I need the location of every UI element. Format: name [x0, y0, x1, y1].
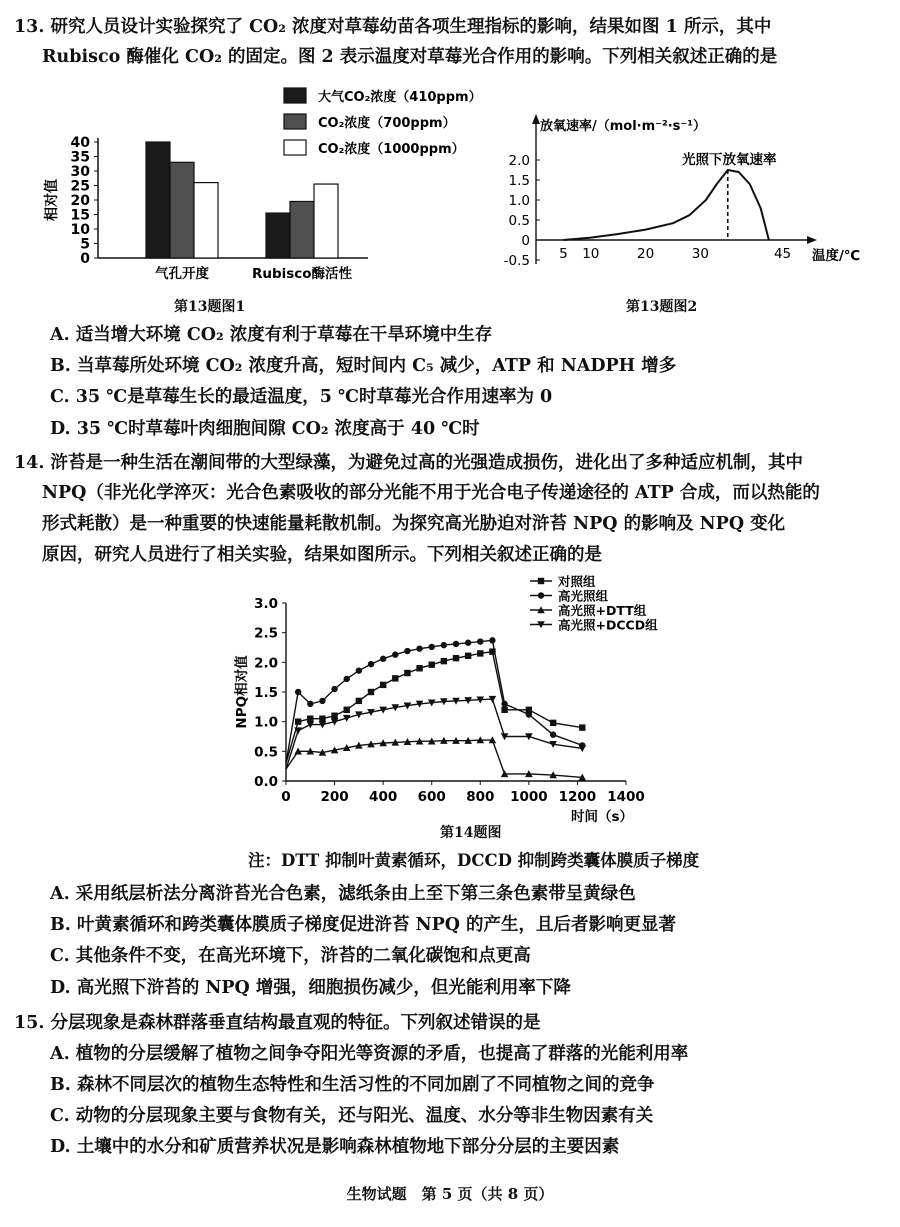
- y-tick-label: 2.0: [508, 153, 530, 169]
- q15-stem-line-1: 15. 分层现象是森林群落垂直结构最直观的特征。下列叙述错误的是: [14, 1013, 541, 1033]
- y-tick-label: 25: [70, 178, 90, 195]
- q14-option-d: D. 高光照下浒苔的 NPQ 增强，细胞损伤减少，但光能利用率下降: [50, 978, 571, 998]
- q13-stem-line-2: Rubisco 酶催化 CO₂ 的固定。图 2 表示温度对草莓光合作用的影响。下列相关叙述正确的是: [42, 47, 778, 67]
- y-tick-label: 2.5: [254, 625, 278, 642]
- series-line: [286, 740, 582, 777]
- bar: [194, 183, 218, 258]
- x-tick-label: 1200: [558, 789, 597, 805]
- y-tick-label: 1.5: [508, 173, 530, 189]
- x-tick-label: 600: [417, 789, 446, 805]
- data-point: [356, 698, 362, 704]
- q14-stem-line-1: 14. 浒苔是一种生活在潮间带的大型绿藻，为避免过高的光强造成损伤，进化出了多种适应机制，其中: [14, 453, 804, 473]
- y-axis-label: 相对值: [44, 179, 60, 221]
- data-point: [307, 716, 313, 722]
- y-tick-label: 3.0: [254, 596, 278, 612]
- data-point: [441, 642, 447, 648]
- data-point: [441, 658, 447, 664]
- y-tick-label: 0.5: [254, 744, 278, 761]
- data-point: [404, 670, 410, 676]
- q14-stem-line-3: 形式耗散）是一种重要的快速能量耗散机制。为探究高光胁迫对浒苔 NPQ 的影响及 NPQ 变化: [42, 514, 786, 534]
- data-point: [392, 675, 398, 681]
- legend-label: 高光照+DCCD组: [558, 617, 658, 633]
- data-point: [501, 707, 507, 713]
- q15-option-c: C. 动物的分层现象主要与食物有关，还与阳光、温度、水分等非生物因素有关: [50, 1106, 654, 1126]
- x-axis-label: 温度/℃: [812, 248, 861, 264]
- legend-label: 高光照组: [558, 588, 609, 604]
- data-point: [331, 686, 337, 692]
- x-category-label: Rubisco酶活性: [251, 266, 353, 282]
- data-point: [319, 716, 325, 722]
- data-point: [416, 665, 422, 671]
- data-point: [465, 653, 471, 659]
- x-tick-label: 800: [466, 789, 495, 805]
- data-point: [307, 701, 313, 707]
- data-point: [453, 641, 459, 647]
- data-point: [465, 640, 471, 646]
- data-point: [368, 689, 374, 695]
- x-tick-label: 1400: [607, 789, 645, 805]
- data-point: [344, 676, 350, 682]
- data-point: [550, 720, 556, 726]
- y-tick-label: 2.0: [254, 655, 278, 672]
- x-category-label: 气孔开度: [155, 266, 209, 282]
- q14-option-a: A. 采用纸层析法分离浒苔光合色素，滤纸条由上至下第三条色素带呈黄绿色: [50, 884, 636, 904]
- data-point: [319, 698, 325, 704]
- data-point: [295, 718, 301, 724]
- y-tick-label: 0.0: [254, 774, 278, 790]
- data-point: [550, 732, 556, 738]
- data-point: [344, 707, 350, 713]
- x-tick-label: 10: [582, 246, 600, 262]
- y-axis-arrow: [532, 114, 540, 124]
- x-tick-label: 5: [559, 246, 568, 262]
- y-tick-label: 40: [70, 135, 90, 151]
- x-tick-label: 20: [636, 246, 655, 262]
- series-line: [286, 652, 582, 764]
- legend-label: CO₂浓度（1000ppm）: [318, 142, 465, 157]
- y-tick-label: 0.5: [508, 213, 530, 229]
- page-footer: 生物试题 第 5 页（共 8 页）: [346, 1185, 554, 1203]
- q13-fig2-line-chart: [494, 108, 864, 288]
- q13-fig2-caption: 第13题图2: [626, 299, 698, 315]
- data-point: [453, 655, 459, 661]
- data-point: [368, 661, 374, 667]
- y-tick-label: 35: [70, 149, 90, 166]
- x-axis-arrow: [807, 236, 817, 244]
- data-point: [380, 682, 386, 688]
- x-tick-label: 45: [773, 246, 792, 262]
- y-tick-label: 30: [70, 164, 90, 180]
- y-tick-label: 0: [80, 251, 90, 267]
- q15-option-d: D. 土壤中的水分和矿质营养状况是影响森林植物地下部分分层的主要因素: [50, 1137, 620, 1157]
- x-tick-label: 200: [320, 789, 349, 805]
- x-tick-label: 0: [281, 789, 291, 805]
- q13-stem-line-1: 13. 研究人员设计实验探究了 CO₂ 浓度对草莓幼苗各项生理指标的影响，结果如图 1 所示，其中: [14, 17, 772, 37]
- legend-label: CO₂浓度（700ppm）: [318, 116, 456, 131]
- bar: [266, 213, 290, 258]
- y-tick-label: 15: [70, 207, 90, 224]
- data-point: [356, 667, 362, 673]
- data-point: [477, 638, 483, 644]
- legend-label: 大气CO₂浓度（410ppm）: [318, 90, 482, 105]
- y-tick-label: 1.0: [508, 193, 530, 209]
- data-point: [579, 724, 585, 730]
- bar: [146, 142, 170, 258]
- y-tick-label: 20: [70, 193, 90, 209]
- q13-option-c: C. 35 ℃是草莓生长的最适温度，5 ℃时草莓光合作用速率为 0: [50, 387, 553, 407]
- data-point: [295, 689, 301, 695]
- y-tick-label: 0: [521, 233, 530, 249]
- legend-swatch: [284, 140, 306, 155]
- data-point: [404, 648, 410, 654]
- q14-option-b: B. 叶黄素循环和跨类囊体膜质子梯度促进浒苔 NPQ 的产生，且后者影响更显著: [50, 915, 677, 935]
- q13-option-d: D. 35 ℃时草莓叶肉细胞间隙 CO₂ 浓度高于 40 ℃时: [50, 419, 480, 439]
- curve-annotation: 光照下放氧速率: [682, 152, 777, 168]
- bar: [290, 201, 314, 258]
- q14-stem-line-4: 原因，研究人员进行了相关实验，结果如图所示。下列相关叙述正确的是: [42, 545, 602, 565]
- q14-option-c: C. 其他条件不变，在高光环境下，浒苔的二氧化碳饱和点更高: [50, 946, 531, 966]
- data-point: [477, 650, 483, 656]
- bar: [314, 184, 338, 258]
- data-point: [526, 711, 532, 717]
- data-point: [429, 662, 435, 668]
- y-tick-label: 10: [70, 222, 90, 238]
- q13-option-b: B. 当草莓所处环境 CO₂ 浓度升高，短时间内 C₅ 减少，ATP 和 NADPH 增多: [50, 356, 677, 376]
- x-tick-label: 400: [369, 789, 398, 805]
- legend-marker: [538, 592, 544, 598]
- legend-label: 对照组: [558, 574, 596, 589]
- q15-option-b: B. 森林不同层次的植物生态特性和生活习性的不同加剧了不同植物之间的竞争: [50, 1075, 655, 1095]
- data-point: [392, 651, 398, 657]
- q15-option-a: A. 植物的分层缓解了植物之间争夺阳光等资源的矛盾，也提高了群落的光能利用率: [50, 1044, 689, 1064]
- y-tick-label: 5: [80, 236, 90, 253]
- bar: [170, 162, 194, 258]
- y-tick-label: -0.5: [503, 253, 530, 269]
- q13-fig1-bar-chart: [30, 80, 510, 295]
- y-axis-label: NPQ相对值: [234, 655, 250, 729]
- q14-npq-line-chart: [226, 574, 666, 825]
- x-tick-label: 30: [691, 246, 709, 262]
- q14-stem-line-2: NPQ（非光化学淬灭：光合色素吸收的部分光能不用于光合电子传递途径的 ATP 合成，而以热能的: [42, 483, 820, 503]
- y-tick-label: 1.5: [254, 685, 278, 701]
- data-point: [501, 701, 507, 707]
- data-point: [380, 656, 386, 662]
- legend-swatch: [284, 88, 306, 103]
- data-point: [416, 645, 422, 651]
- y-axis-label: 放氧速率/（mol·m⁻²·s⁻¹）: [540, 119, 706, 134]
- data-point: [429, 644, 435, 650]
- legend-swatch: [284, 114, 306, 129]
- legend-marker: [538, 578, 544, 584]
- q14-fig-caption: 第14题图: [440, 825, 502, 841]
- series-line: [286, 699, 582, 769]
- q14-note: 注：DTT 抑制叶黄素循环，DCCD 抑制跨类囊体膜质子梯度: [248, 851, 700, 870]
- oxygen-release-curve: [563, 170, 769, 240]
- y-tick-label: 1.0: [254, 714, 278, 731]
- legend-label: 高光照+DTT组: [558, 603, 647, 618]
- x-tick-label: 1000: [510, 789, 548, 805]
- data-point: [489, 637, 495, 643]
- q13-fig1-caption: 第13题图1: [174, 299, 246, 315]
- q13-option-a: A. 适当增大环境 CO₂ 浓度有利于草莓在干旱环境中生存: [50, 325, 493, 345]
- data-point: [331, 713, 337, 719]
- x-axis-label: 时间（s）: [570, 809, 634, 825]
